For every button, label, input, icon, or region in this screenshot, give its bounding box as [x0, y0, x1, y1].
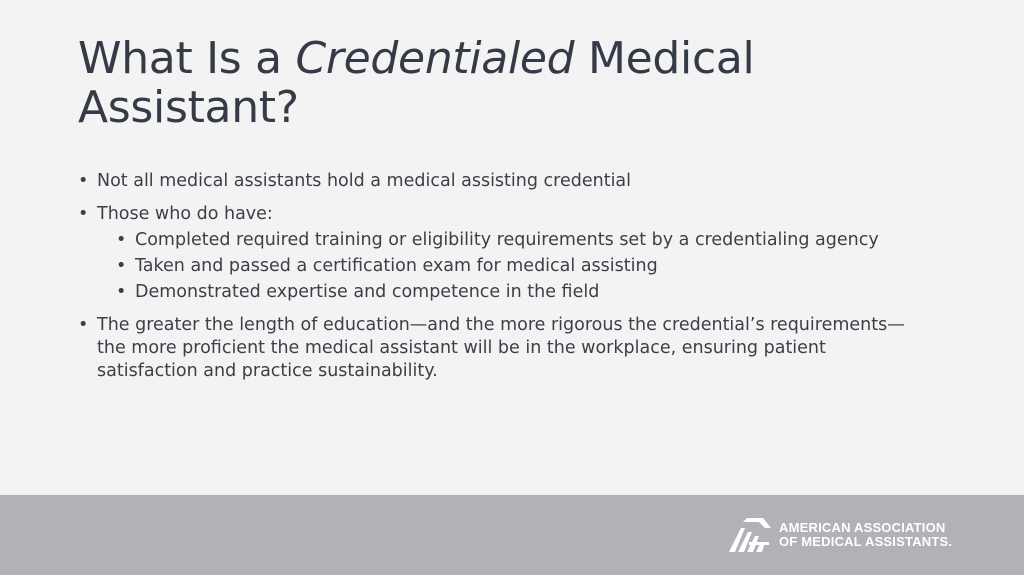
bullet-dot: •: [78, 171, 89, 191]
bullet-dot: •: [78, 204, 89, 224]
bullet-dot: •: [78, 315, 89, 335]
bullet-text: Those who do have:: [97, 204, 273, 224]
sub-bullet-item: [116, 281, 928, 304]
sub-bullet-text: Completed required training or eligibility requirements set by a credentialing agency: [135, 230, 879, 250]
logo-line-2: OF MEDICAL ASSISTANTS.: [779, 534, 953, 549]
title-part-1: What Is a: [78, 33, 296, 84]
logo-wordmark: [779, 521, 952, 549]
slide-body: [78, 170, 928, 393]
bullet-item: [78, 170, 928, 193]
sub-bullet-dot: •: [116, 230, 127, 250]
title-italic-word: Credentialed: [295, 33, 575, 84]
sub-bullet-dot: •: [116, 256, 127, 276]
aama-mark-icon: [729, 518, 771, 552]
bullet-text: The greater the length of education—and the more rigorous the credential’s requirements—the more proficient the medical assistant will be in the workplace, ensuring patient satisfaction and practice sustainability.: [97, 315, 905, 381]
slide-title: [78, 34, 938, 132]
logo-line-1: AMERICAN ASSOCIATION: [779, 520, 946, 535]
aama-logo: [729, 517, 952, 553]
bullet-item: [78, 314, 928, 383]
sub-bullet-list: [97, 229, 928, 304]
sub-bullet-dot: •: [116, 282, 127, 302]
bullet-item: [78, 203, 928, 304]
sub-bullet-text: Taken and passed a certification exam for medical assisting: [135, 256, 658, 276]
sub-bullet-text: Demonstrated expertise and competence in the field: [135, 282, 600, 302]
footer-band: [0, 495, 1024, 575]
sub-bullet-item: [116, 229, 928, 252]
title-part-2: Medical Assistant?: [78, 33, 755, 133]
sub-bullet-item: [116, 255, 928, 278]
bullet-text: Not all medical assistants hold a medical assisting credential: [97, 171, 632, 191]
